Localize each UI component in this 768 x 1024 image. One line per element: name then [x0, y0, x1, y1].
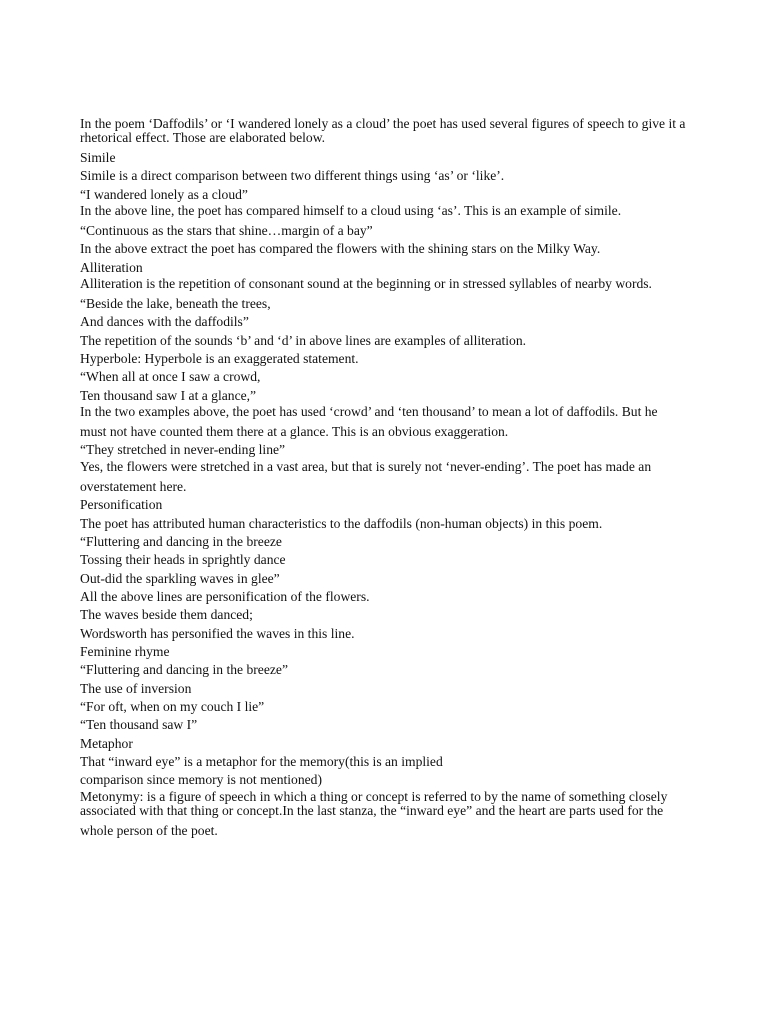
quote-beside-lake: “Beside the lake, beneath the trees, — [80, 296, 271, 312]
heading-inversion: The use of inversion — [80, 680, 192, 696]
quote-saw-a-crowd: “When all at once I saw a crowd, — [80, 369, 261, 385]
quote-for-oft: “For oft, when on my couch I lie” — [80, 698, 265, 714]
hyperbole-explanation: In the two examples above, the poet has used ‘crowd’ and ‘ten thousand’ to mean a lot of daffodils. But he — [80, 404, 658, 420]
document-body — [80, 117, 690, 840]
quote-fluttering-dancing: “Fluttering and dancing in the breeze — [80, 533, 282, 549]
quote-dances-daffodils: And dances with the daffodils” — [80, 314, 249, 330]
quote-ten-thousand-glance: Ten thousand saw I at a glance,” — [80, 387, 257, 403]
quote-out-did-waves: Out-did the sparkling waves in glee” — [80, 570, 280, 586]
intro-paragraph: In the poem ‘Daffodils’ or ‘I wandered lonely as a cloud’ the poet has used several figures of speech to give it a rhetorical effect. Those are elaborated below. — [80, 116, 686, 145]
personification-definition: The poet has attributed human characteristics to the daffodils (non-human objects) in this poem. — [80, 515, 603, 531]
hyperbole-explanation-cont: must not have counted them there at a glance. This is an obvious exaggeration. — [80, 424, 509, 440]
quote-waves-danced: The waves beside them danced; — [80, 607, 253, 623]
quote-continuous-stars: “Continuous as the stars that shine…margin of a bay” — [80, 223, 373, 239]
waves-personified-explanation: Wordsworth has personified the waves in this line. — [80, 625, 355, 641]
metonymy-definition-cont: whole person of the poet. — [80, 822, 218, 838]
quote-wandered-lonely: “I wandered lonely as a cloud” — [80, 186, 248, 202]
overstatement-explanation: Yes, the flowers were stretched in a vast area, but that is surely not ‘never-ending’. The poet has made an — [80, 458, 652, 474]
quote-ten-thousand-saw: “Ten thousand saw I” — [80, 717, 198, 733]
heading-simile: Simile — [80, 150, 116, 165]
stars-explanation: In the above extract the poet has compared the flowers with the shining stars on the Milky Way. — [80, 241, 601, 257]
quote-never-ending-line: “They stretched in never-ending line” — [80, 442, 286, 458]
metonymy-definition: Metonymy: is a figure of speech in which a thing or concept is referred to by the name of something closely associated with that thing or concept.In the last stanza, the “inward eye” and the heart are parts used for the — [80, 788, 668, 818]
personification-explanation: All the above lines are personification of the flowers. — [80, 588, 370, 604]
heading-alliteration: Alliteration — [80, 259, 143, 275]
hyperbole-definition: Hyperbole: Hyperbole is an exaggerated statement. — [80, 351, 359, 367]
metaphor-explanation-cont: comparison since memory is not mentioned) — [80, 772, 322, 788]
heading-metaphor: Metaphor — [80, 735, 133, 751]
quote-tossing-heads: Tossing their heads in sprightly dance — [80, 552, 286, 568]
simile-explanation: In the above line, the poet has compared himself to a cloud using ‘as’. This is an example of simile. — [80, 203, 622, 219]
alliteration-definition: Alliteration is the repetition of consonant sound at the beginning or in stressed syllables of nearby words. — [80, 276, 652, 292]
heading-personification: Personification — [80, 497, 163, 513]
quote-fluttering-breeze: “Fluttering and dancing in the breeze” — [80, 662, 288, 678]
alliteration-explanation: The repetition of the sounds ‘b’ and ‘d’ in above lines are examples of alliteration. — [80, 332, 527, 348]
simile-definition: Simile is a direct comparison between two different things using ‘as’ or ‘like’. — [80, 168, 505, 184]
heading-feminine-rhyme: Feminine rhyme — [80, 643, 170, 659]
metaphor-explanation: That “inward eye” is a metaphor for the memory(this is an implied — [80, 753, 443, 769]
overstatement-explanation-cont: overstatement here. — [80, 478, 187, 494]
